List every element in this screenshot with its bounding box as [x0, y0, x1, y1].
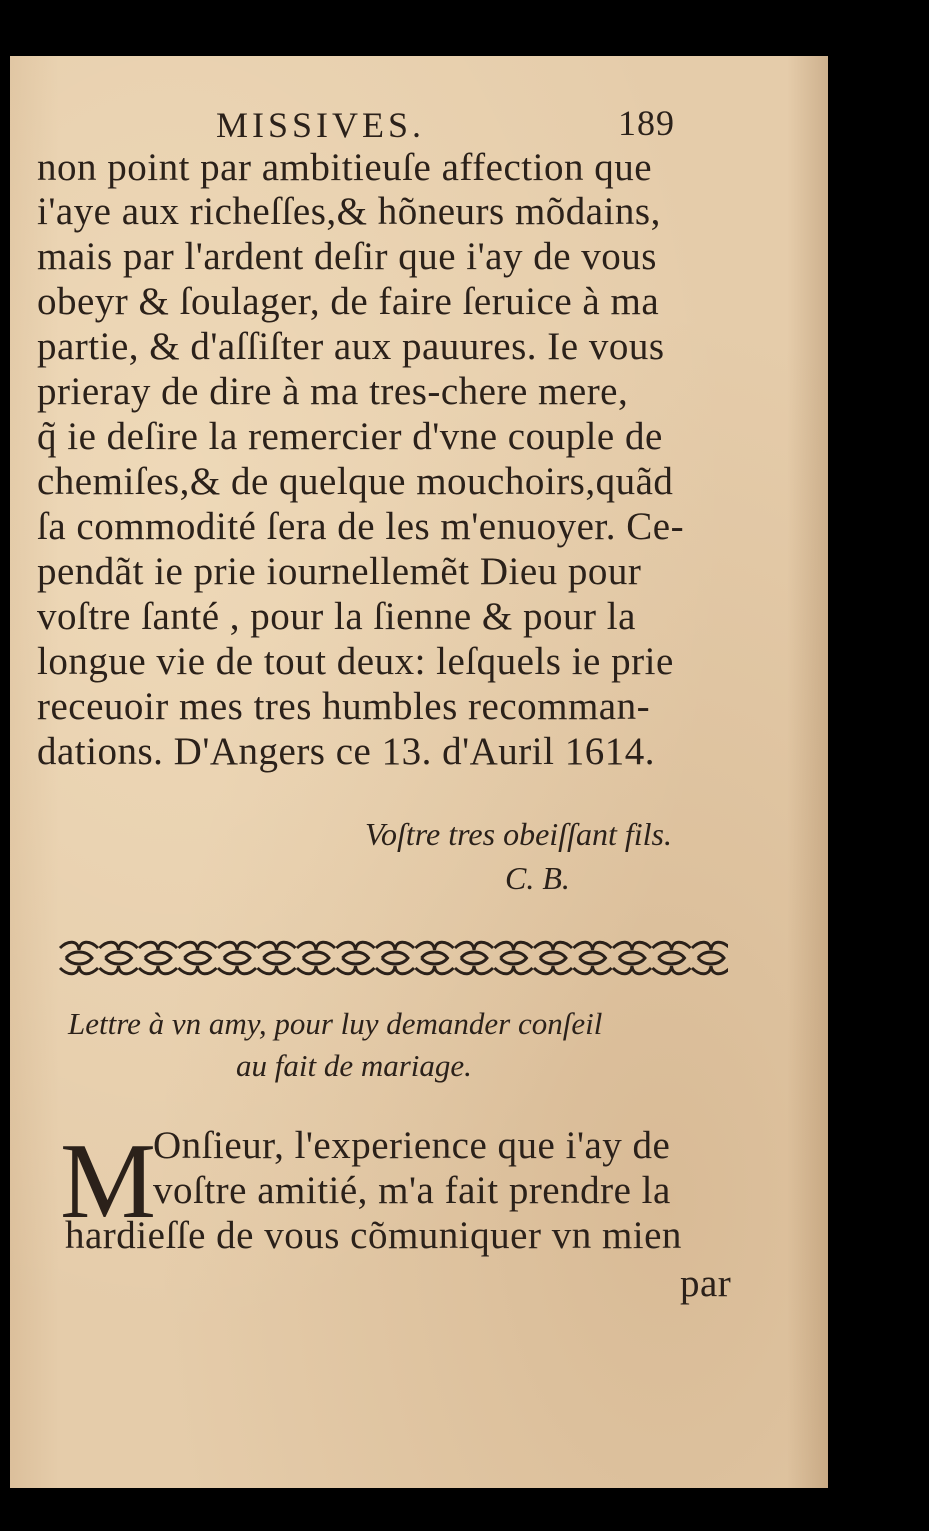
fleuron-unit: [297, 942, 335, 974]
fleuron-unit: [613, 942, 651, 974]
page-number: 189: [618, 103, 675, 143]
body-line-14: dations. D'Angers ce 13. d'Auril 1614.: [37, 730, 655, 773]
catchword: par: [680, 1262, 732, 1305]
body-line-5: partie, & d'aſſiſter aux pauures. Ie vous: [37, 325, 665, 368]
fleuron-unit: [100, 942, 138, 974]
body-line-6: prieray de dire à ma tres-chere mere,: [37, 370, 629, 413]
fleuron-unit: [534, 942, 572, 974]
body-line-11: voſtre ſanté , pour la ſienne & pour la: [37, 595, 636, 638]
letter-line-2: voſtre amitié, m'a fait prendre la: [153, 1169, 671, 1212]
body-line-1: non point par ambitieuſe affection que: [37, 146, 653, 189]
body-line-2: i'aye aux richeſſes,& hõneurs mõdains,: [37, 190, 661, 233]
signature-initials: C. B.: [505, 860, 570, 896]
fleuron-unit: [60, 942, 98, 974]
fleuron-unit: [218, 942, 256, 974]
body-line-4: obeyr & ſoulager, de faire ſeruice à ma: [37, 280, 660, 323]
fleuron-unit: [337, 942, 375, 974]
fleuron-unit: [179, 942, 217, 974]
fleuron-unit: [455, 942, 493, 974]
body-line-3: mais par l'ardent deſir que i'ay de vous: [37, 235, 657, 278]
body-line-8: chemiſes,& de quelque mouchoirs,quãd: [37, 460, 674, 503]
fleuron-unit: [139, 942, 177, 974]
fleuron-unit: [574, 942, 612, 974]
body-line-9: ſa commodité ſera de les m'enuoyer. Ce-: [37, 505, 685, 548]
running-title: MISSIVES.: [216, 105, 426, 145]
fleuron-unit: [258, 942, 296, 974]
drop-cap: M: [60, 1122, 157, 1241]
fleuron-unit: [692, 942, 728, 974]
fleuron-unit: [376, 942, 414, 974]
letter-heading-line-2: au fait de mariage.: [236, 1048, 472, 1083]
letter-line-3: hardieſſe de vous cõmuniquer vn mien: [65, 1214, 682, 1257]
body-line-12: longue vie de tout deux: leſquels ie prie: [37, 640, 674, 683]
fleuron-unit: [653, 942, 691, 974]
decorative-fleuron-band: [58, 938, 728, 978]
body-line-7: q̃ ie deſire la remercier d'vne couple de: [37, 415, 663, 458]
book-page: [10, 56, 828, 1488]
body-line-10: pendãt ie prie iournellemẽt Dieu pour: [37, 550, 642, 593]
letter-line-1: Onſieur, l'experience que i'ay de: [153, 1124, 671, 1167]
fleuron-unit: [495, 942, 533, 974]
letter-heading-line-1: Lettre à vn amy, pour luy demander conſeil: [68, 1006, 603, 1041]
fleuron-unit: [416, 942, 454, 974]
signature-closing: Voſtre tres obeiſſant fils.: [365, 816, 672, 852]
body-line-13: receuoir mes tres humbles recomman-: [37, 685, 651, 728]
